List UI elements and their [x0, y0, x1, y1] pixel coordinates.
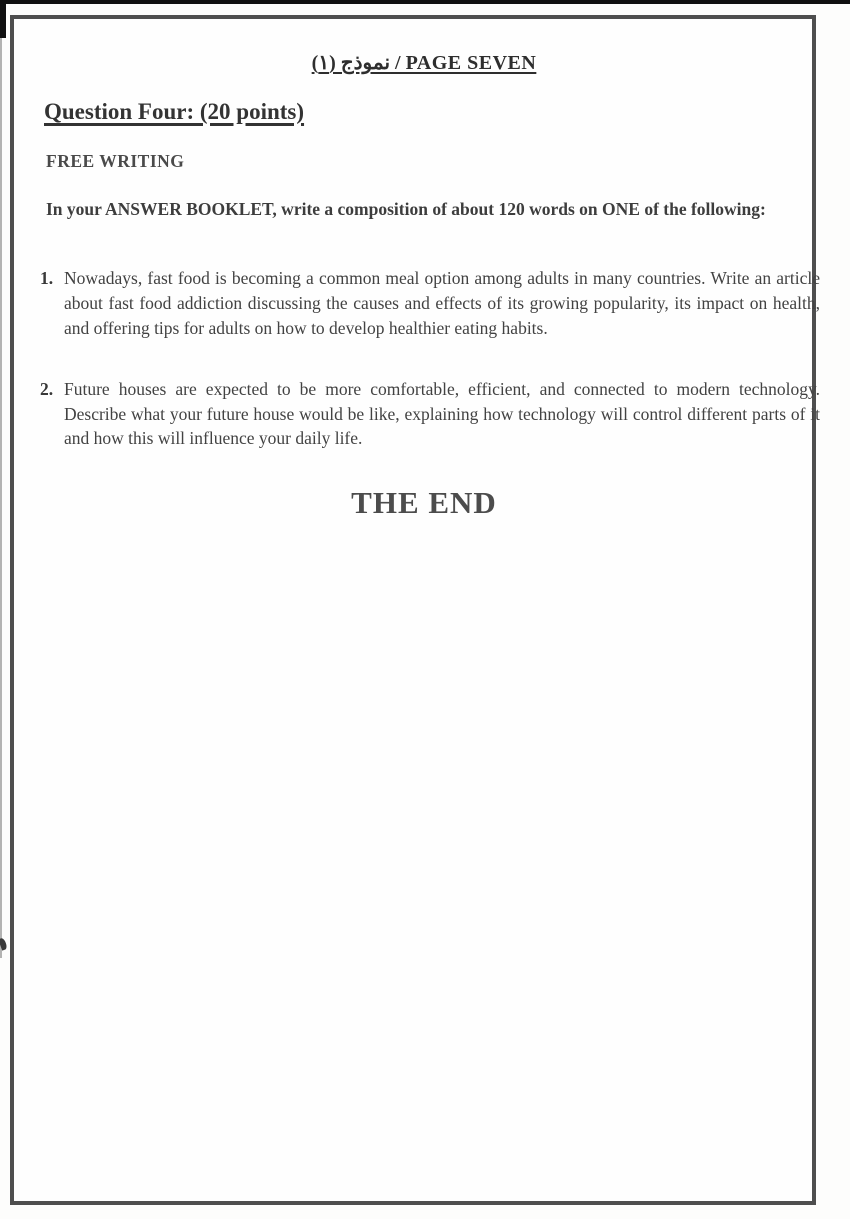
- the-end-label: THE END: [351, 485, 497, 521]
- scan-edge-left-line: [0, 38, 2, 958]
- prompt-number: 2.: [40, 378, 54, 399]
- prompt-text: Nowadays, fast food is becoming a common meal option among adults in many countries. Write an article about fast food addiction discussing the causes and effects of its growing popularity, its impact on health, and offering tips for adults on how to develop healthier eating habits.: [64, 268, 820, 338]
- scan-artifact-mark: [0, 937, 8, 950]
- prompt-list: [28, 266, 820, 451]
- page-header: [28, 50, 820, 75]
- question-title-row: [28, 75, 820, 125]
- scan-edge-left: [0, 0, 6, 38]
- page-border-frame: [10, 15, 820, 1205]
- section-label: FREE WRITING: [46, 151, 185, 171]
- question-title-text: Question Four: (20 points): [44, 99, 305, 124]
- instructions-paragraph: In your ANSWER BOOKLET, write a composition of about 120 words on ONE of the following:: [46, 199, 766, 219]
- page-content: [28, 38, 820, 521]
- prompt-number: 1.: [40, 268, 54, 289]
- list-item: [40, 266, 820, 341]
- prompt-text: Future houses are expected to be more comfortable, efficient, and connected to modern technology. Describe what your future house would be like, explaining how technology will control different parts of it and how this will influence your daily life.: [64, 378, 820, 449]
- scan-edge-top: [0, 0, 850, 4]
- list-item: [40, 377, 820, 452]
- question-title: [44, 99, 304, 125]
- page-header-text: نموذج (١) / PAGE SEVEN: [311, 52, 537, 74]
